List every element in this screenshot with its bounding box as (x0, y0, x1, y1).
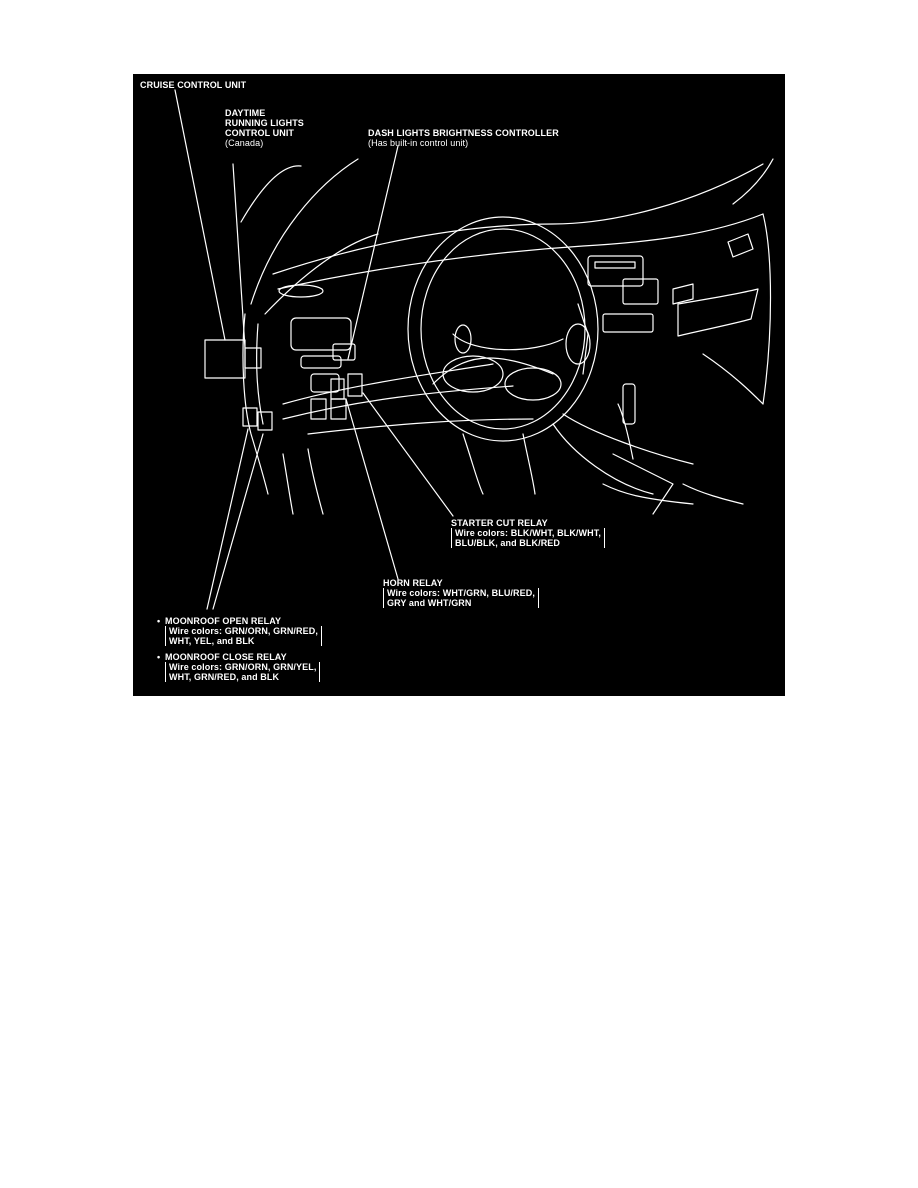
moonroof-close-relay-label: • MOONROOF CLOSE RELAY Wire colors: GRN/ORN, GRN/YEL, WHT, GRN/RED, and BLK (157, 652, 320, 682)
steering-wheel-inner (421, 229, 585, 429)
starter-cut-relay-label: STARTER CUT RELAY Wire colors: BLK/WHT, BLK/WHT, BLU/BLK, and BLK/RED (451, 518, 605, 548)
dashboard-relay-diagram (133, 74, 785, 696)
leader-dash-lights (348, 146, 398, 359)
moonroof-open-relay-label: • MOONROOF OPEN RELAY Wire colors: GRN/ORN, GRN/RED, WHT, YEL, and BLK (157, 616, 322, 646)
dash-top-line (273, 164, 763, 274)
leader-moonroof-a (207, 429, 248, 609)
starter-cut-relay-box (348, 374, 362, 396)
dash-lights-controller-box (333, 344, 355, 360)
cruise-control-unit-label: CRUISE CONTROL UNIT (140, 80, 247, 90)
horn-relay-box (331, 379, 344, 399)
drl-control-unit-box (245, 348, 261, 368)
a-pillar-line (241, 166, 301, 222)
cruise-control-unit-box (205, 340, 245, 378)
leader-cruise-control (175, 90, 225, 340)
right-vent-outline (673, 284, 693, 304)
leader-drl-unit (233, 164, 245, 348)
drl-control-unit-label: DAYTIME RUNNING LIGHTS CONTROL UNIT (Canada) (225, 108, 304, 148)
radio-outline (588, 256, 643, 286)
horn-relay-label: HORN RELAY Wire colors: WHT/GRN, BLU/RED, GRY and WHT/GRN (383, 578, 539, 608)
gear-shifter (623, 384, 635, 424)
cluster-left-window (291, 318, 351, 350)
left-vent-outline (279, 285, 323, 297)
dash-lights-controller-label: DASH LIGHTS BRIGHTNESS CONTROLLER (Has built-in control unit) (368, 128, 559, 148)
leader-moonroof-b (213, 434, 263, 609)
